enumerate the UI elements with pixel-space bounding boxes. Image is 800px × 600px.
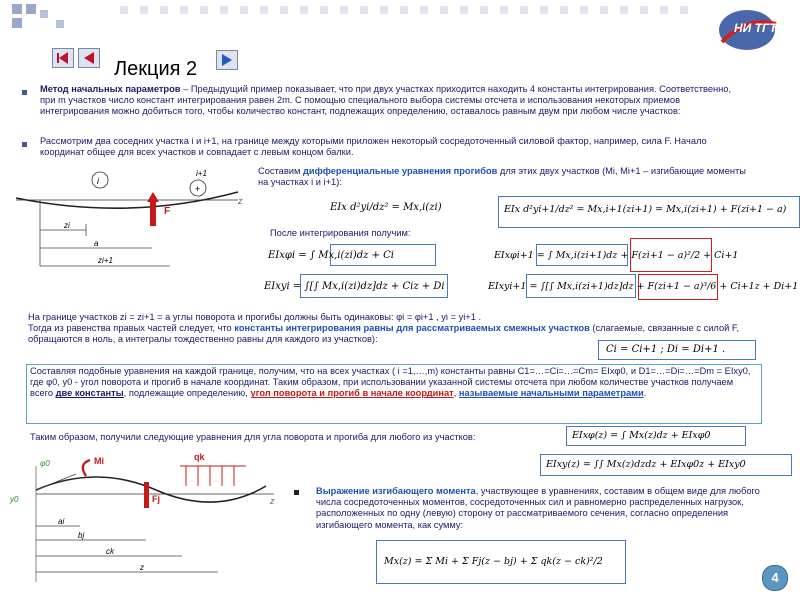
svg-text:i: i [97,176,99,186]
summary-text: Составляя подобные уравнения на каждой границе, получим, что на всех участках ( i =1,…,m) константы равны C1=…=Ci=…=Cm= EIxφ0, и D1=…=Di=…=Dm = EIxy0, где φ0, y0 - угол поворота и прогиб в начале координат. Таким образом, при использовании указанной системы отсчета при любом количестве участков получаем всего две константы, подлежащие определению, угол поворота и прогиб в начале координат, называемые начальными параметрами. [30,366,751,399]
bullet-1-text: – Предыдущий пример показывает, что при двух участках приходится находить 4 константы интегрирования. Соответственно, при m участков число констант интегрирования равен 2m. С помощью специального выбора системы отсчета и использования некоторых приемов интегрирования можно добиться того, чтобы количество констант, подлежащих определению, оставалось равным двум при любом числе участков: [40,84,732,117]
beam-diagram-1 [10,166,250,274]
svg-text:zi+1: zi+1 [98,256,113,265]
beam-diagram-2 [6,446,288,586]
moment-arrow [83,460,90,476]
deflection-curve-2 [36,477,266,502]
bullet-2-text: Рассмотрим два соседних участка i и i+1, на границе между которыми приложен некоторый сосредоточенный силовой фактор, например, сила F. Начало координат общее для всех участков и совпадает с левым концом балки. [40,136,707,158]
bullet-marker [22,142,27,147]
svg-text:Fj: Fj [152,494,160,504]
first-slide-icon [53,49,73,67]
svg-text:z: z [140,563,144,572]
moment-text: Выражение изгибающего момента, участвующее в уравнениях, составим в общем виде для любого числа сосредоточенных моментов, сосредоточенных сил и равномерно распределенных нагрузок, расположенных по одну (левую) сторону от рассматриваемого сечения, согласно определения изгибающего момента, как сумму: [316,486,760,530]
page-number-badge: 4 [762,565,788,591]
bullet-marker [22,90,27,95]
final-eq-intro: Таким образом, получили следующие уравнения для угла поворота и прогиба для любого из участков: [30,432,476,442]
bullet-marker [294,490,299,495]
first-slide-button[interactable] [52,48,74,68]
force-fj-arrow [144,482,149,508]
y-eq-right: EIxyi+1 = ∫[∫ Mx,i(zi+1)dz]dz + F(zi+1 − a)³/6 + Ci+1z + Di+1 [488,281,799,292]
next-slide-button[interactable] [216,50,238,70]
svg-text:qk: qk [194,452,205,462]
constants-equal-formula: Ci = Ci+1 ; Di = Di+1 . [606,344,726,355]
phi-eq-right: EIxφi+1 = ∫ Mx,i(zi+1)dz + F(zi+1 − a)²/2 + Ci+1 [494,250,739,261]
bullet-paragraph-1 [40,84,746,118]
svg-text:F: F [164,206,171,217]
svg-text:z: z [270,496,275,506]
svg-text:ai: ai [58,517,65,526]
svg-text:φ0: φ0 [40,459,50,468]
phi-eq-left: EIxφi = ∫ Mx,i(zi)dz + Ci [268,250,394,261]
y-eq-left: EIxyi = ∫[∫ Mx,i(zi)dz]dz + Ciz + Di [264,281,445,292]
svg-text:z: z [238,196,243,206]
svg-text:+: + [195,184,201,194]
previous-slide-button[interactable] [78,48,100,68]
university-logo [712,6,782,52]
svg-text:a: a [94,239,99,248]
force-arrow [150,200,156,226]
method-name: Метод начальных параметров [40,84,181,94]
diff-eq-left: EIx d²yi/dz² = Mx,i(zi) [330,202,442,213]
svg-text:Mi: Mi [94,456,104,466]
svg-text:bj: bj [78,531,85,540]
header-decoration [0,0,800,40]
previous-slide-icon [79,49,99,67]
bullet-paragraph-2 [40,136,746,158]
after-integration-label: После интегрирования получим: [270,228,411,238]
moment-formula: Mx(z) = Σ Mi + Σ Fj(z − bj) + Σ qk(z − ck)²/2 [384,556,603,567]
diff-eq-right: EIx d²yi+1/dz² = Mx,i+1(zi+1) = Mx,i(zi+1) + F(zi+1 − a) [504,204,787,215]
boundary-text: На границе участков zi = zi+1 = a углы поворота и прогибы должны быть одинаковы: φi = φi+1 , yi = yi+1 . Тогда из равенства правых частей следует, что константы интегрирования равны для рассматриваемых смежных участков (слагаемые, связанные с силой F, обращаются в ноль, а интегралы тождественно равны для каждого из участков): [28,312,740,345]
svg-text:ck: ck [106,547,114,556]
compose-text: Составим дифференциальные уравнения прогибов для этих двух участков (Mi, Mi+1 – изгибающие моменты на участках i и i+1): [258,166,746,188]
svg-text:zi: zi [64,221,70,230]
svg-text:НИ ТГТ: НИ ТГТ [734,21,777,35]
svg-text:i+1: i+1 [196,169,207,178]
segment-i-marker [92,172,108,188]
slide-title: Лекция 2 [114,58,198,80]
final-eq1: EIxφ(z) = ∫ Mx(z)dz + EIxφ0 [572,430,711,441]
next-slide-icon [217,51,237,69]
final-eq2: EIxy(z) = ∫∫ Mx(z)dzdz + EIxφ0z + EIxy0 [546,459,746,470]
svg-text:y0: y0 [10,495,19,504]
